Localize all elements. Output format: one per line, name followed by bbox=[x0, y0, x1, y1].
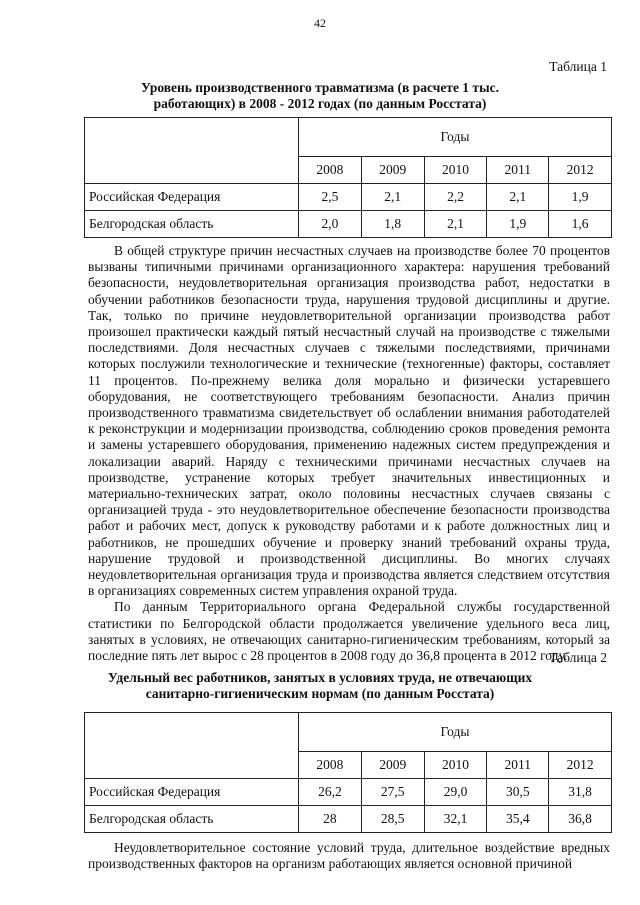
table2-cell: 32,1 bbox=[424, 806, 487, 833]
table2-cell: 29,0 bbox=[424, 779, 487, 806]
table2-label: Таблица 2 bbox=[549, 650, 607, 665]
table1-corner-cell bbox=[85, 118, 299, 184]
table1-cell: 2,2 bbox=[424, 184, 487, 211]
paragraph: Неудовлетворительное состояние условий труда, длительное воздействие вредных производственных факторов на организм работающих является основной причиной bbox=[88, 840, 610, 872]
table-row bbox=[85, 806, 612, 833]
table-row bbox=[85, 779, 612, 806]
table2-year: 2011 bbox=[487, 752, 549, 779]
body-text bbox=[88, 243, 610, 664]
table1-group-header: Годы bbox=[299, 118, 612, 157]
table2-group-header: Годы bbox=[299, 713, 612, 752]
table2-title bbox=[90, 670, 550, 702]
table1-cell: 1,6 bbox=[549, 211, 612, 238]
table2-cell: 30,5 bbox=[487, 779, 549, 806]
paragraph: По данным Территориального органа Федеральной службы государственной статистики по Белгородской области продолжается увеличение удельного веса лиц, занятых в условиях, не отвечающих санитарно-гигиеническим требованиям, который за последние пять лет вырос с 28 процентов в 2008 году до 36,8 процента в 2012 году. bbox=[88, 599, 610, 664]
table1-label: Таблица 1 bbox=[549, 59, 607, 74]
table1-cell: 2,1 bbox=[487, 184, 549, 211]
table2-cell: 27,5 bbox=[361, 779, 424, 806]
paragraph: В общей структуре причин несчастных случаев на производстве более 70 процентов вызваны типичными причинами организационного характера: нарушения требований безопасности, неудовлетворительная организация производства работ, недостатки в обучении работников безопасности труда, нарушения трудовой дисциплины и другие. Так, только по причине неудовлетворительной организации производства работ произошел практически каждый пятый несчастный случай на производстве с тяжелыми последствиями. Доля несчастных случаев с тяжелыми последствиями, причинами которых послужили технологические и технические (техногенные) факторы, составляет 11 процентов. По-прежнему велика доля морально и физически устаревшего оборудования, не соответствующего требованиям безопасности. Анализ причин производственного травматизма свидетельствует об ослаблении внимания работодателей к реконструкции и модернизации производства, соблюдению сроков проведения ремонта и замены устаревшего оборудования, применению надежных систем предупреждения и локализации аварий. Наряду с техническими причинами несчастных случаев на производстве, устранение которых требует значительных инвестиционных и материально-технических затрат, около половины несчастных случаев связаны с организацией труда - это неудовлетворительное обеспечение безопасности производства работ и рабочих мест, допуск к руководству работами и к работе должностных лиц и работников, не прошедших обучение и проверку знаний требований охраны труда, нарушение трудовой и производственной дисциплины. Во многих случаях неудовлетворительная организация труда и производства является следствием отсутствия в организациях современных систем управления охраной труда. bbox=[88, 243, 610, 599]
table1-year: 2009 bbox=[361, 157, 424, 184]
table2-cell: 28 bbox=[299, 806, 362, 833]
table2-cell: 28,5 bbox=[361, 806, 424, 833]
table-row bbox=[85, 184, 612, 211]
table2-corner-cell bbox=[85, 713, 299, 779]
table2 bbox=[84, 712, 612, 833]
table1-year: 2011 bbox=[487, 157, 549, 184]
table2-row-label: Белгородская область bbox=[85, 806, 299, 833]
table2-year: 2009 bbox=[361, 752, 424, 779]
final-text bbox=[88, 840, 610, 872]
table1-cell: 1,9 bbox=[487, 211, 549, 238]
table2-year: 2008 bbox=[299, 752, 362, 779]
table2-year: 2012 bbox=[549, 752, 612, 779]
table2-title-line2: санитарно-гигиеническим нормам (по данным Росстата) bbox=[145, 686, 495, 701]
table1-cell: 2,0 bbox=[299, 211, 362, 238]
table2-row-label: Российская Федерация bbox=[85, 779, 299, 806]
table1-title bbox=[90, 80, 550, 112]
table2-title-line1: Удельный вес работников, занятых в условиях труда, не отвечающих bbox=[107, 670, 533, 685]
table1-year: 2010 bbox=[424, 157, 487, 184]
table1-cell: 1,9 bbox=[549, 184, 612, 211]
table1-year: 2008 bbox=[299, 157, 362, 184]
table-row bbox=[85, 211, 612, 238]
table2-cell: 31,8 bbox=[549, 779, 612, 806]
table1-title-line2: работающих) в 2008 - 2012 годах (по данным Росстата) bbox=[153, 96, 487, 111]
table1-row-label: Российская Федерация bbox=[85, 184, 299, 211]
table1 bbox=[84, 117, 612, 238]
table1-title-line1: Уровень производственного травматизма (в расчете 1 тыс. bbox=[141, 80, 499, 95]
table1-cell: 1,8 bbox=[361, 211, 424, 238]
table1-year: 2012 bbox=[549, 157, 612, 184]
table2-cell: 36,8 bbox=[549, 806, 612, 833]
table2-cell: 35,4 bbox=[487, 806, 549, 833]
table1-cell: 2,1 bbox=[424, 211, 487, 238]
table2-cell: 26,2 bbox=[299, 779, 362, 806]
table1-cell: 2,5 bbox=[299, 184, 362, 211]
page-number: 42 bbox=[314, 16, 326, 30]
table2-year: 2010 bbox=[424, 752, 487, 779]
table1-row-label: Белгородская область bbox=[85, 211, 299, 238]
table1-cell: 2,1 bbox=[361, 184, 424, 211]
